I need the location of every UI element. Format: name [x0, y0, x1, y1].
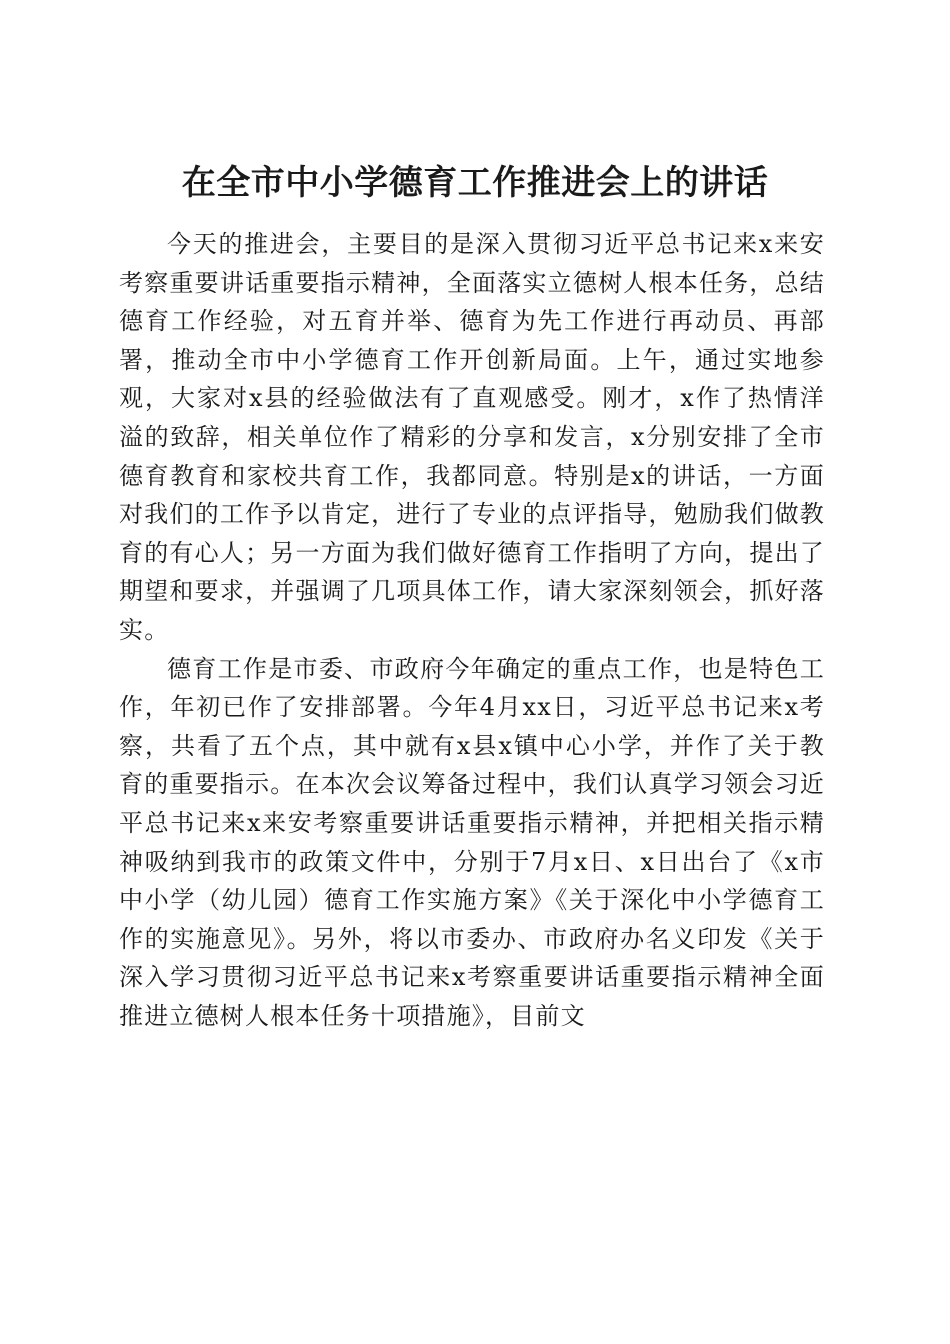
document-body: [119, 225, 825, 1035]
paragraph-1: 今天的推进会，主要目的是深入贯彻习近平总书记来x来安考察重要讲话重要指示精神，全面落实立德树人根本任务，总结德育工作经验，对五育并举、德育为先工作进行再动员、再部署，推动全市中小学德育工作开创新局面。上午，通过实地参观，大家对x县的经验做法有了直观感受。刚才，x作了热情洋溢的致辞，相关单位作了精彩的分享和发言，x分别安排了全市德育教育和家校共育工作，我都同意。特别是x的讲话，一方面对我们的工作予以肯定，进行了专业的点评指导，勉励我们做教育的有心人；另一方面为我们做好德育工作指明了方向，提出了期望和要求，并强调了几项具体工作，请大家深刻领会，抓好落实。: [119, 230, 825, 644]
paragraph-2: 德育工作是市委、市政府今年确定的重点工作，也是特色工作，年初已作了安排部署。今年4月xx日，习近平总书记来x考察，共看了五个点，其中就有x县x镇中心小学，并作了关于教育的重要指示。在本次会议筹备过程中，我们认真学习领会习近平总书记来x来安考察重要讲话重要指示精神，并把相关指示精神吸纳到我市的政策文件中，分别于7月x日、x日出台了《x市中小学（幼儿园）德育工作实施方案》《关于深化中小学德育工作的实施意见》。另外，将以市委办、市政府办名义印发《关于深入学习贯彻习近平总书记来x考察重要讲话重要指示精神全面推进立德树人根本任务十项措施》，目前文: [119, 654, 825, 1030]
document-title: 在全市中小学德育工作推进会上的讲话: [181, 162, 769, 203]
